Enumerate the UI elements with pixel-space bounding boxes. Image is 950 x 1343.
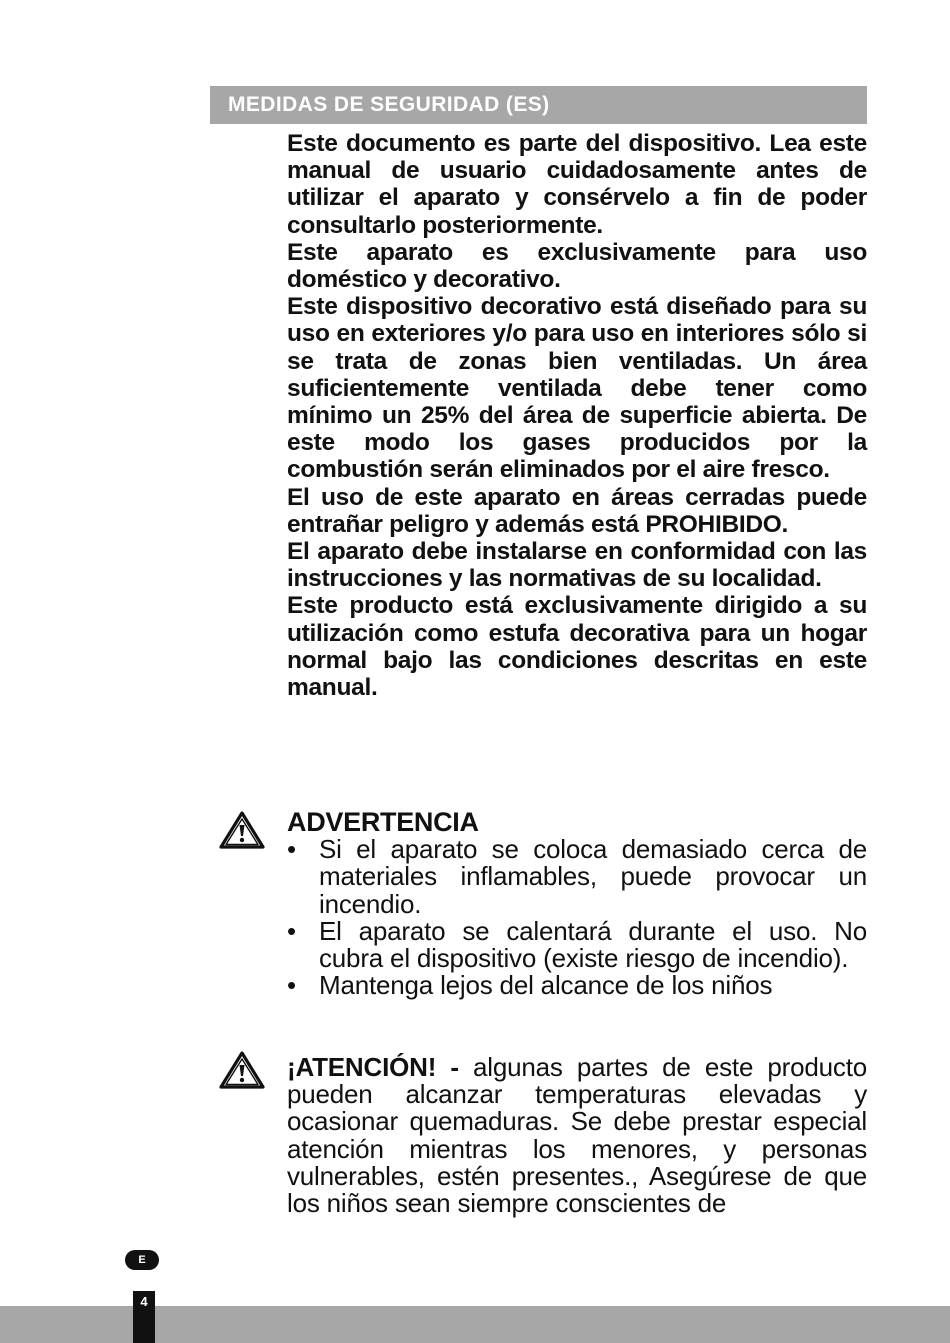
list-item <box>287 972 867 999</box>
paragraph-decorative-use: Este producto está exclusivamente dirigido a su utilización como estufa decorativa para un hogar normal bajo las condiciones descritas en este manual. <box>287 592 867 702</box>
list-item-text: Mantenga lejos del alcance de los niños <box>319 970 773 1001</box>
list-item <box>287 836 867 918</box>
bullet-dot: • <box>287 834 296 865</box>
warning-list <box>287 836 867 999</box>
language-badge: E <box>125 1250 159 1270</box>
paragraph-document-part: Este documento es parte del dispositivo. Lea este manual de usuario cuidadosamente antes de utilizar el aparato y consérvelo a fin de poder consultarlo posteriormente. <box>287 130 867 239</box>
bullet-dot: • <box>287 970 296 1001</box>
attention-text: algunas partes de este producto pueden alcanzar temperaturas elevadas y ocasionar quemaduras. Se debe prestar especial atención mientras los menores, y personas vulnerables, estén presentes., Asegúrese de que los niños sean siempre conscientes de <box>287 1052 867 1219</box>
warning-title: ADVERTENCIA <box>287 807 479 837</box>
page-number: 4 <box>133 1291 155 1343</box>
paragraph-domestic-use: Este aparato es exclusivamente para uso doméstico y decorativo. <box>287 238 867 294</box>
warning-section <box>287 809 867 999</box>
attention-section <box>287 1054 867 1217</box>
paragraph-installation: El aparato debe instalarse en conformidad con las instrucciones y las normativas de su localidad. <box>287 538 867 593</box>
list-item-text: Si el aparato se coloca demasiado cerca de materiales inflamables, puede provocar un incendio. <box>319 834 867 919</box>
warning-triangle-icon <box>218 1050 266 1090</box>
attention-lead: ¡ATENCIÓN! - <box>287 1052 459 1082</box>
paragraph-prohibited: El uso de este aparato en áreas cerradas puede entrañar peligro y además está PROHIBIDO. <box>287 483 867 538</box>
list-item <box>287 915 867 974</box>
paragraph-ventilation: Este dispositivo decorativo está diseñado para su uso en exteriores y/o para uso en interiores sólo si se trata de zonas bien ventiladas. Un área suficientemente ventilada debe tener como mínimo un 25% del área de superficie abierta. De este modo los gases producidos por la combustión serán eliminados por el aire fresco. <box>287 293 867 484</box>
section-header: MEDIDAS DE SEGURIDAD (ES) <box>210 86 867 124</box>
intro-text <box>287 130 867 701</box>
warning-triangle-icon <box>218 810 266 850</box>
bullet-dot: • <box>287 915 296 946</box>
list-item-text: El aparato se calentará durante el uso. No cubra el dispositivo (existe riesgo de incendio). <box>319 915 867 974</box>
